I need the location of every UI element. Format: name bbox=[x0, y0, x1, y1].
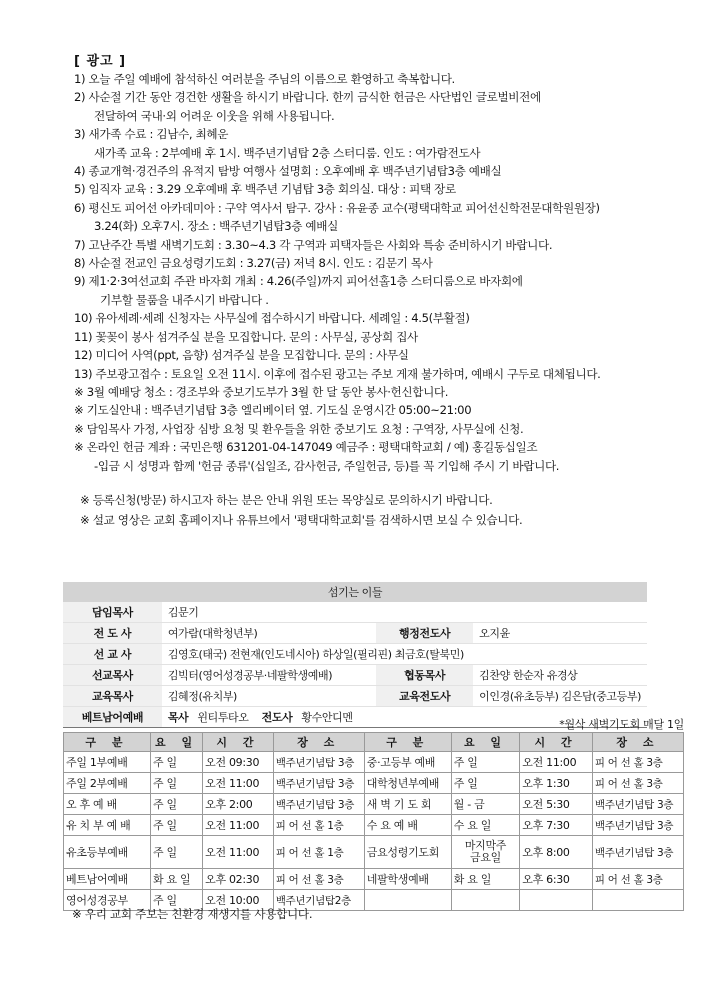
service-time: 오전 5:30 bbox=[520, 794, 593, 815]
service-name: 새 벽 기 도 회 bbox=[364, 794, 451, 815]
servers-title-row bbox=[63, 582, 647, 602]
col-header-time-right: 시 간 bbox=[520, 733, 593, 752]
service-place: 피 어 선 홀 3층 bbox=[592, 773, 683, 794]
col-header-day-right: 요 일 bbox=[451, 733, 520, 752]
notice-3-cont: 새가족 교육 : 2부예배 후 1시. 백주년기념탑 2층 스터디룸. 인도 : 여가람전도사 bbox=[94, 145, 481, 160]
notice-2: 2) 사순절 기간 동안 경건한 생활을 하시기 바랍니다. 한끼 금식한 헌금은 사단법인 글로벌비전에 bbox=[74, 90, 541, 105]
service-day: 주 일 bbox=[150, 752, 202, 773]
empty-cell bbox=[592, 890, 683, 911]
announcements-heading: [ 광고 ] bbox=[74, 54, 127, 69]
table-row bbox=[63, 623, 647, 644]
empty-cell bbox=[364, 890, 451, 911]
notice-4: 4) 종교개혁·경건주의 유적지 탐방 여행사 설명회 : 오후예배 후 백주년기념탑3층 예배실 bbox=[74, 164, 502, 179]
service-name: 중·고등부 예배 bbox=[364, 752, 451, 773]
service-place: 피 어 선 홀 1층 bbox=[273, 815, 364, 836]
col-header-place-left: 장 소 bbox=[273, 733, 364, 752]
service-day: 주 일 bbox=[451, 752, 520, 773]
service-day: 화 요 일 bbox=[150, 869, 202, 890]
senior-pastor-label: 담임목사 bbox=[63, 602, 162, 623]
empty-cell bbox=[451, 890, 520, 911]
vietnamese-pastor-name: 윈티투타오 bbox=[197, 711, 249, 724]
service-place: 백주년기념탑 3층 bbox=[592, 794, 683, 815]
service-name: 금요성령기도회 bbox=[364, 836, 451, 869]
service-name: 주일 1부예배 bbox=[64, 752, 151, 773]
service-time: 오후 7:30 bbox=[520, 815, 593, 836]
service-name: 영어성경공부 bbox=[64, 890, 151, 911]
vietnamese-pastor-label: 목사 bbox=[167, 711, 189, 724]
service-day: 주 일 bbox=[150, 836, 202, 869]
notice-9-cont: 기부할 물품을 내주시기 바랍니다 . bbox=[100, 292, 269, 307]
table-row bbox=[64, 773, 684, 794]
service-day: 주 일 bbox=[451, 773, 520, 794]
education-evangelist-label: 교육전도사 bbox=[376, 686, 473, 707]
registration-notes bbox=[80, 490, 522, 530]
service-name: 네팔학생예배 bbox=[364, 869, 451, 890]
service-name: 유초등부예배 bbox=[64, 836, 151, 869]
service-place: 피 어 선 홀 3층 bbox=[592, 869, 683, 890]
service-place: 피 어 선 홀 3층 bbox=[592, 752, 683, 773]
service-time: 오전 09:30 bbox=[203, 752, 274, 773]
col-header-place-right: 장 소 bbox=[592, 733, 683, 752]
admin-evangelist-label: 행정전도사 bbox=[376, 623, 473, 644]
service-name: 베트남어예배 bbox=[64, 869, 151, 890]
note-online-offering: ※ 온라인 헌금 계좌 : 국민은행 631201-04-147049 예금주 : 평택대학교회 / 예) 홍길동십일조 bbox=[74, 440, 538, 455]
col-header-category-right: 구 분 bbox=[364, 733, 451, 752]
col-header-time-left: 시 간 bbox=[203, 733, 274, 752]
service-time: 오후 02:30 bbox=[203, 869, 274, 890]
dawn-prayer-note: *월삭 새벽기도회 매달 1일 bbox=[559, 718, 684, 731]
servers-table bbox=[63, 582, 647, 728]
table-row bbox=[63, 686, 647, 707]
evangelist-label: 전 도 사 bbox=[63, 623, 162, 644]
servers-title: 섬기는 이들 bbox=[63, 582, 647, 602]
notice-2-cont: 전달하여 국내·외 어려운 이웃을 위해 사용됩니다. bbox=[94, 108, 335, 123]
table-row bbox=[64, 836, 684, 869]
service-name: 오 후 예 배 bbox=[64, 794, 151, 815]
service-time: 오후 1:30 bbox=[520, 773, 593, 794]
service-place: 피 어 선 홀 3층 bbox=[273, 869, 364, 890]
notice-13: 13) 주보광고접수 : 토요일 오전 11시. 이후에 접수된 광고는 주보 게재 불가하며, 예배시 구두로 대체됩니다. bbox=[74, 366, 601, 381]
missionary-label: 선 교 사 bbox=[63, 644, 162, 665]
col-header-day-left: 요 일 bbox=[150, 733, 202, 752]
note-prayer-room: ※ 기도실안내 : 백주년기념탑 3층 엘리베이터 옆. 기도실 운영시간 05:00~21:00 bbox=[74, 403, 472, 418]
notice-11: 11) 꽃꽂이 봉사 섬겨주실 분을 모집합니다. 문의 : 사무실, 공상희 집사 bbox=[74, 329, 418, 344]
service-place: 피 어 선 홀 1층 bbox=[273, 836, 364, 869]
note-registration: ※ 등록신청(방문) 하시고자 하는 분은 안내 위원 또는 목양실로 문의하시기 바랍니다. bbox=[80, 493, 493, 507]
notice-9: 9) 제1·2·3여선교회 주관 바자회 개최 : 4.26(주일)까지 피어선홀1층 스터디룸으로 바자회에 bbox=[74, 274, 523, 289]
senior-pastor-value: 김문기 bbox=[162, 602, 647, 623]
notice-6: 6) 평신도 피어선 아카데미아 : 구약 역사서 탐구. 강사 : 유윤종 교수(평택대학교 피어선신학전문대학원원장) bbox=[74, 200, 600, 215]
education-pastor-value: 김혜정(유치부) bbox=[162, 686, 376, 707]
empty-cell bbox=[520, 890, 593, 911]
notice-7: 7) 고난주간 특별 새벽기도회 : 3.30~4.3 각 구역과 피택자들은 사회와 특송 준비하시기 바랍니다. bbox=[74, 237, 553, 252]
notice-5: 5) 임직자 교육 : 3.29 오후예배 후 백주년 기념탑 3층 회의실. 대상 : 피택 장로 bbox=[74, 182, 456, 197]
table-row bbox=[64, 815, 684, 836]
recycled-paper-note: ※ 우리 교회 주보는 친환경 재생지를 사용합니다. bbox=[72, 907, 313, 921]
schedule-header-row bbox=[64, 733, 684, 752]
service-day-line2: 금요일 bbox=[470, 851, 501, 864]
table-row bbox=[64, 869, 684, 890]
note-cleaning: ※ 3월 예배당 청소 : 경조부와 중보기도부가 3월 한 달 동안 봉사·헌신합니다. bbox=[74, 384, 449, 399]
table-row bbox=[63, 644, 647, 665]
service-day: 주 일 bbox=[150, 815, 202, 836]
notice-6-cont: 3.24(화) 오후7시. 장소 : 백주년기념탑3층 예배실 bbox=[94, 219, 338, 234]
vietnamese-evangelist-label: 전도사 bbox=[261, 711, 293, 724]
mission-pastor-label: 선교목사 bbox=[63, 665, 162, 686]
note-sermon-video: ※ 설교 영상은 교회 홈페이지나 유튜브에서 '평택대학교회'를 검색하시면 보실 수 있습니다. bbox=[80, 513, 523, 527]
service-name: 대학청년부예배 bbox=[364, 773, 451, 794]
coop-pastor-value: 김찬양 한순자 유경상 bbox=[473, 665, 647, 686]
education-evangelist-value: 이인경(유초등부) 김은담(중고등부) bbox=[473, 686, 647, 707]
service-day: 주 일 bbox=[150, 773, 202, 794]
coop-pastor-label: 협동목사 bbox=[376, 665, 473, 686]
service-time: 오후 6:30 bbox=[520, 869, 593, 890]
table-row bbox=[64, 752, 684, 773]
notice-1: 1) 오늘 주일 예배에 참석하신 여러분을 주님의 이름으로 환영하고 축복합니다. bbox=[74, 72, 455, 86]
service-time: 오전 11:00 bbox=[203, 836, 274, 869]
table-row bbox=[63, 602, 647, 623]
service-place: 백주년기념탑 3층 bbox=[592, 836, 683, 869]
table-row bbox=[64, 794, 684, 815]
service-time: 오전 11:00 bbox=[520, 752, 593, 773]
missionary-value: 김영호(태국) 전현재(인도네시아) 하상일(필리핀) 최금호(탈북민) bbox=[162, 644, 647, 665]
col-header-category-left: 구 분 bbox=[64, 733, 151, 752]
admin-evangelist-value: 오지윤 bbox=[473, 623, 647, 644]
service-day: 주 일 bbox=[150, 794, 202, 815]
mission-pastor-value: 김빅터(영어성경공부·네팔학생예배) bbox=[162, 665, 376, 686]
service-time: 오후 2:00 bbox=[203, 794, 274, 815]
notice-12: 12) 미디어 사역(ppt, 음향) 섬겨주실 분을 모집합니다. 문의 : 사무실 bbox=[74, 348, 409, 363]
service-day-line1: 마지막주 bbox=[464, 839, 507, 852]
service-day bbox=[451, 836, 520, 869]
service-place: 백주년기념탑2층 bbox=[273, 890, 364, 911]
announcement-list bbox=[74, 70, 694, 475]
service-day: 화 요 일 bbox=[451, 869, 520, 890]
service-place: 백주년기념탑 3층 bbox=[273, 773, 364, 794]
vietnamese-evangelist-name: 황수안디멘 bbox=[301, 711, 353, 724]
worship-schedule-table bbox=[63, 732, 684, 911]
service-time: 오전 11:00 bbox=[203, 815, 274, 836]
education-pastor-label: 교육목사 bbox=[63, 686, 162, 707]
table-row bbox=[63, 665, 647, 686]
service-day: 월 - 금 bbox=[451, 794, 520, 815]
notice-8: 8) 사순절 전교인 금요성령기도회 : 3.27(금) 저녁 8시. 인도 : 김문기 목사 bbox=[74, 256, 433, 271]
service-time: 오전 11:00 bbox=[203, 773, 274, 794]
service-time: 오후 8:00 bbox=[520, 836, 593, 869]
service-name: 유 치 부 예 배 bbox=[64, 815, 151, 836]
notice-10: 10) 유아세례·세례 신청자는 사무실에 접수하시기 바랍니다. 세례일 : 4.5(부활절) bbox=[74, 311, 470, 326]
service-name: 주일 2부예배 bbox=[64, 773, 151, 794]
service-place: 백주년기념탑 3층 bbox=[273, 752, 364, 773]
service-name: 수 요 예 배 bbox=[364, 815, 451, 836]
notice-3: 3) 새가족 수료 : 김남수, 최혜운 bbox=[74, 127, 229, 142]
vietnamese-worship-label: 베트남어예배 bbox=[63, 707, 162, 728]
note-visitation: ※ 담임목사 가정, 사업장 심방 요청 및 환우들을 위한 중보기도 요청 : 구역장, 사무실에 신청. bbox=[74, 421, 524, 436]
service-day: 주 일 bbox=[150, 890, 202, 911]
service-day: 수 요 일 bbox=[451, 815, 520, 836]
service-place: 백주년기념탑 3층 bbox=[273, 794, 364, 815]
service-time: 오전 10:00 bbox=[203, 890, 274, 911]
evangelist-value: 여가람(대학청년부) bbox=[162, 623, 376, 644]
service-place: 백주년기념탑 3층 bbox=[592, 815, 683, 836]
note-online-offering-cont: -입금 시 성명과 함께 '헌금 종류'(십일조, 감사헌금, 주일헌금, 등)를 꼭 기입해 주시 기 바랍니다. bbox=[94, 458, 560, 473]
